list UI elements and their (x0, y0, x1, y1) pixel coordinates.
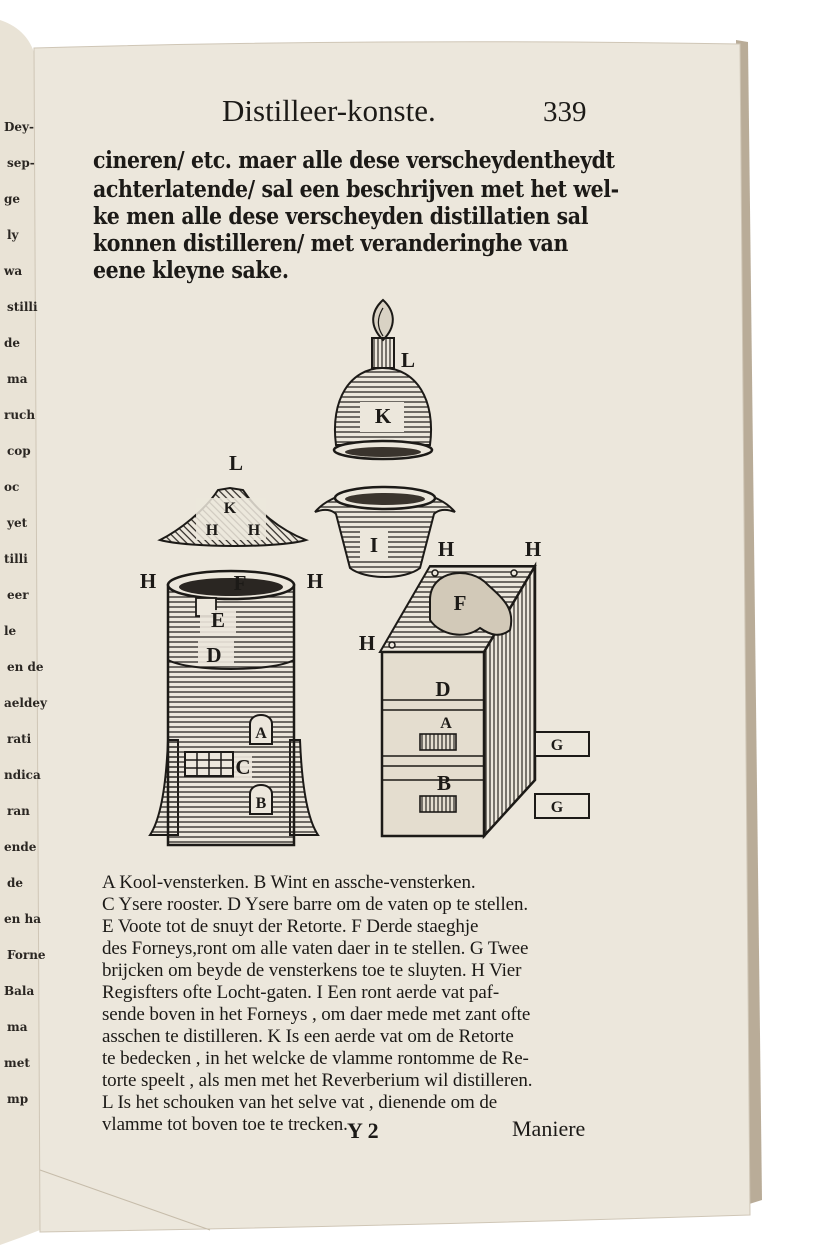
margin-fragment: wa (4, 264, 23, 278)
figure-label: G (550, 737, 564, 754)
figure-label: K (223, 500, 237, 517)
caption-line: te bedecken , in het welcke de vlamme rontomme de Re- (102, 1048, 529, 1069)
figure-label: A (255, 725, 267, 742)
figure-label: H (437, 537, 455, 561)
figure-label: F (233, 571, 247, 595)
margin-fragment: le (4, 624, 17, 638)
caption-line: sende boven in het Forneys , om daer mede met zant ofte (102, 1004, 531, 1025)
caption-line: Regisfters ofte Locht-gaten. I Een ront aerde vat paf- (102, 982, 500, 1003)
blackletter-line: konnen distilleren/ met veranderinghe van (93, 229, 568, 257)
figure-label: D (435, 677, 451, 701)
figure-label: F (453, 591, 467, 615)
margin-fragment: en de (7, 660, 44, 674)
sand-pan-i (315, 487, 455, 577)
margin-fragment: rati (7, 732, 32, 746)
blackletter-line: eene kleyne sake. (93, 256, 289, 284)
figure-label: L (228, 451, 244, 475)
caption-line: des Forneys,ront om alle vaten daer in te stellen. G Twee (102, 938, 529, 959)
margin-fragment: tilli (4, 552, 28, 566)
margin-fragment: ende (4, 840, 37, 854)
figure-label: H (205, 522, 219, 539)
caption-line: asschen te distilleren. K Is een aerde vat om de Retorte (102, 1026, 514, 1047)
box-furnace (359, 537, 589, 836)
margin-fragment: ma (7, 372, 28, 386)
caption-line: brijcken om beyde de vensterkens toe te sluyten. H Vier (102, 960, 522, 981)
signature-mark: Y 2 (347, 1118, 379, 1143)
flame-icon (373, 300, 393, 340)
margin-fragment: sep- (7, 156, 35, 170)
margin-fragment: ndica (4, 768, 41, 782)
running-head: Distilleer-konste. (222, 93, 436, 128)
margin-fragment: ge (4, 192, 21, 206)
margin-fragment: aeldey (4, 696, 47, 710)
margin-fragment: Dey- (4, 120, 34, 134)
margin-fragment: stilli (7, 300, 38, 314)
blackletter-line: ke men alle dese verscheyden distillatien sal (93, 202, 589, 230)
margin-fragment: ma (7, 1020, 28, 1034)
figure-label: B (255, 795, 267, 812)
figure-label: E (210, 608, 226, 632)
conical-cover (160, 451, 306, 546)
margin-fragment: de (7, 876, 24, 890)
margin-fragment: ruch (4, 408, 36, 422)
figure-label: H (358, 631, 376, 655)
margin-fragment: met (4, 1056, 30, 1070)
figure-label: B (436, 771, 452, 795)
margin-fragment: ly (7, 228, 19, 242)
figure-label: H (524, 537, 542, 561)
margin-fragment: en ha (4, 912, 42, 926)
margin-fragment: Forne (7, 948, 46, 962)
caption-line: L Is het schouken van het selve vat , dienende om de (102, 1092, 498, 1113)
caption-line: A Kool-vensterken. B Wint en assche-vensterken. (102, 872, 476, 893)
figure-label: C (235, 755, 251, 779)
figure-label: H (306, 569, 324, 593)
margin-fragment: ran (7, 804, 30, 818)
caption-line: vlamme tot boven toe te trecken. (102, 1114, 348, 1135)
figure-label: G (550, 799, 564, 816)
figure-label: H (139, 569, 157, 593)
margin-fragment: oc (4, 480, 20, 494)
blackletter-line: achterlatende/ sal een beschrijven met het wel- (93, 175, 619, 203)
figure-label: L (400, 348, 416, 372)
catchword: Maniere (512, 1116, 586, 1141)
caption-line: torte speelt , als men met het Reverberium wil distilleren. (102, 1070, 533, 1091)
margin-fragment: yet (7, 516, 28, 530)
caption-line: C Ysere rooster. D Ysere barre om de vaten op te stellen. (102, 894, 529, 915)
caption-line: E Voote tot de snuyt der Retorte. F Derde staeghje (102, 916, 479, 937)
margin-fragment: de (4, 336, 21, 350)
blackletter-line: cineren/ etc. maer alle dese verscheydentheydt (93, 146, 615, 174)
margin-fragment: mp (7, 1092, 29, 1106)
margin-fragment: Bala (4, 984, 35, 998)
figure-label: H (247, 522, 261, 539)
margin-fragment: eer (7, 588, 29, 602)
figure-label: K (374, 404, 392, 428)
lid-vessel-k (334, 338, 432, 459)
page-number: 339 (543, 96, 587, 128)
tower-furnace (140, 569, 323, 845)
figure-label: I (369, 533, 379, 557)
figure-label: A (440, 715, 452, 732)
margin-fragment: cop (7, 444, 31, 458)
figure-label: D (206, 643, 222, 667)
